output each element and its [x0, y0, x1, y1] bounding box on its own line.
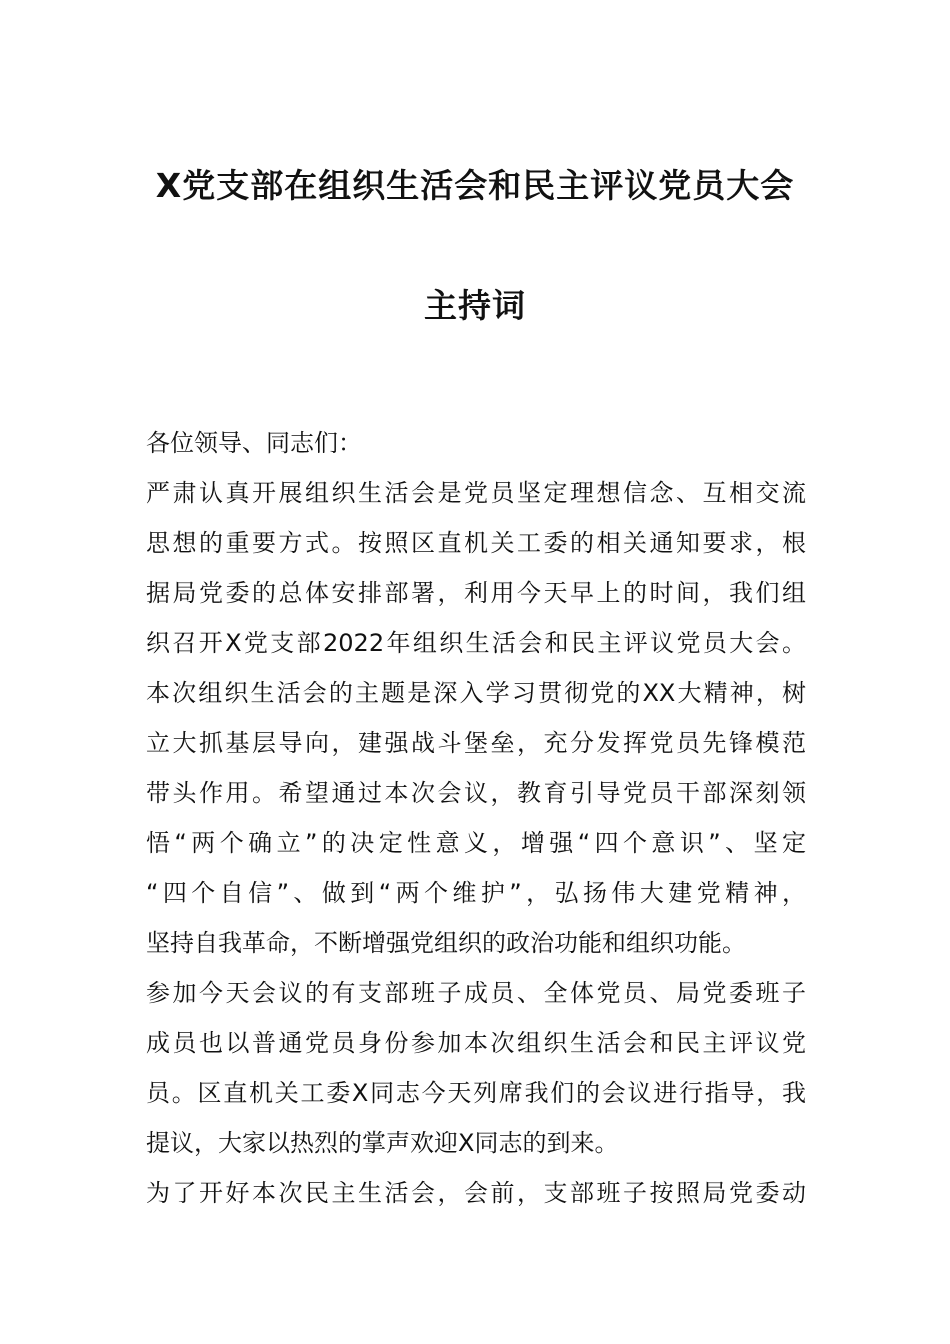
text-line: 严肃认真开展组织生活会是党员坚定理想信念、互相交流 — [146, 479, 806, 507]
text-line: 坚持自我革命，不断增强党组织的政治功能和组织功能。 — [146, 929, 746, 957]
text-line: 带头作用。希望通过本次会议，教育引导党员干部深刻领 — [146, 779, 806, 807]
text-line: 思想的重要方式。按照区直机关工委的相关通知要求，根 — [146, 529, 806, 557]
text-line: 员。区直机关工委X同志今天列席我们的会议进行指导，我 — [146, 1079, 806, 1107]
text-line: 据局党委的总体安排部署，利用今天早上的时间，我们组 — [146, 579, 806, 607]
text-line: 织召开X党支部2022年组织生活会和民主评议党员大会。 — [146, 629, 806, 657]
document-body — [146, 418, 806, 1218]
text-line: 提议，大家以热烈的掌声欢迎X同志的到来。 — [146, 1129, 619, 1157]
text-line: 立大抓基层导向，建强战斗堡垒，充分发挥党员先锋模范 — [146, 729, 806, 757]
document-title-line-1: X党支部在组织生活会和民主评议党员大会 — [155, 166, 795, 205]
text-line: 本次组织生活会的主题是深入学习贯彻党的XX大精神，树 — [146, 679, 806, 707]
text-line: 各位领导、同志们： — [146, 429, 362, 457]
text-line: 为了开好本次民主生活会，会前，支部班子按照局党委动 — [146, 1179, 806, 1207]
document-title-line-2: 主持词 — [424, 286, 526, 325]
text-line: 成员也以普通党员身份参加本次组织生活会和民主评议党 — [146, 1029, 806, 1057]
text-line: 悟“两个确立”的决定性意义，增强“四个意识”、坚定 — [146, 829, 806, 857]
text-line: 参加今天会议的有支部班子成员、全体党员、局党委班子 — [146, 979, 806, 1007]
text-line: “四个自信”、做到“两个维护”，弘扬伟大建党精神， — [146, 879, 806, 907]
